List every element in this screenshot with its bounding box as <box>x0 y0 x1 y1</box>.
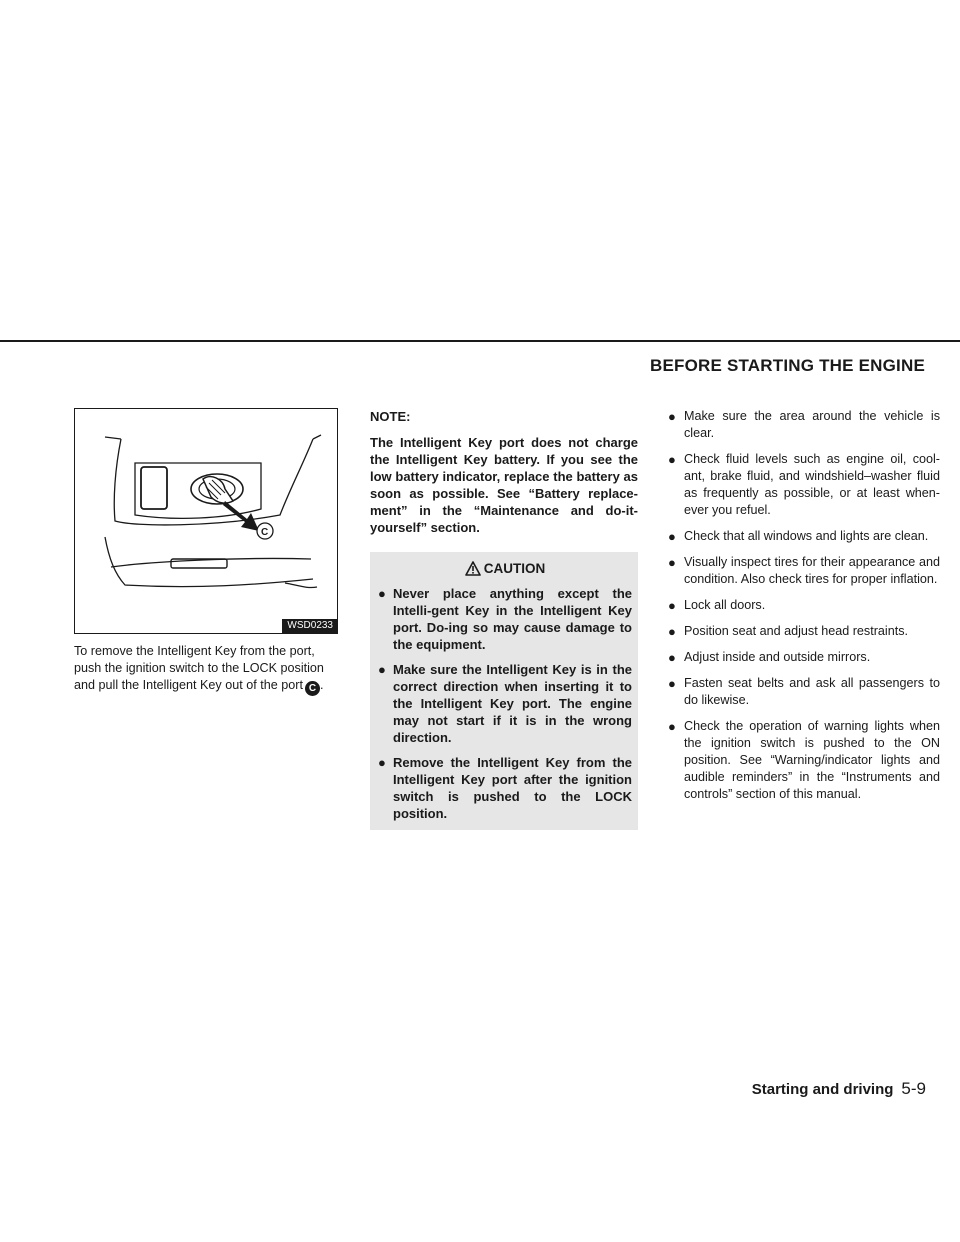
checklist-item: ● Check the operation of warning lights when the ignition switch is pushed to the ON position. See “Warning/indicator lights and audible reminders” in the “Instruments and controls” section of this manual. <box>668 719 940 801</box>
caution-item: ● Never place anything except the Intelli-gent Key in the Intelligent Key port. Do-ing so may cause damage to the equipment. <box>378 586 632 652</box>
caution-box <box>370 552 638 830</box>
bullet-icon: ● <box>378 662 386 677</box>
checklist-item: ● Lock all doors. <box>668 598 766 613</box>
section-title: BEFORE STARTING THE ENGINE <box>649 356 925 375</box>
bullet-icon: ● <box>668 650 676 665</box>
checklist-item: ● Check fluid levels such as engine oil, cool-ant, brake fluid, and windshield–washer fluid as frequently as possible, or at least when-ever you refuel. <box>668 452 940 517</box>
checklist-item: ● Visually inspect tires for their appearance and condition. Also check tires for proper inflation. <box>668 555 940 586</box>
bullet-icon: ● <box>378 586 386 601</box>
note-label: NOTE: <box>370 409 411 424</box>
intelligent-key-port-icon <box>75 409 339 635</box>
section-header <box>0 340 960 374</box>
bullet-icon: ● <box>378 755 386 770</box>
checklist-item: ● Adjust inside and outside mirrors. <box>668 650 871 665</box>
figure-code: WSD0233 <box>282 619 337 633</box>
warning-triangle-icon <box>465 561 481 576</box>
page-number: 5-9 <box>901 1079 926 1098</box>
bullet-icon: ● <box>668 624 676 639</box>
column-left <box>74 408 338 696</box>
column-middle <box>370 408 638 830</box>
remove-key-paragraph: To remove the Intelligent Key from the port, push the ignition switch to the LOCK position and pull the Intelligent Key out of the port C . <box>74 644 324 694</box>
checklist-item: ● Make sure the area around the vehicle is clear. <box>668 409 940 440</box>
checklist-item: ● Check that all windows and lights are clean. <box>668 529 929 544</box>
bullet-icon: ● <box>668 719 676 734</box>
caution-item: ● Remove the Intelligent Key from the Intelligent Key port after the ignition switch is pushed to the LOCK position. <box>378 755 632 821</box>
illustration-figure <box>74 408 338 634</box>
bullet-icon: ● <box>668 555 676 570</box>
footer-section-name: Starting and driving <box>751 1081 894 1098</box>
page-footer <box>752 1079 926 1099</box>
callout-label: C <box>261 527 269 538</box>
checklist-item: ● Position seat and adjust head restraints. <box>668 624 909 639</box>
caution-item: ● Make sure the Intelligent Key is in the correct direction when inserting it to the Intelligent Key port. The engine may not start if it is in the wrong direction. <box>378 662 632 745</box>
column-right <box>668 408 940 812</box>
bullet-icon: ● <box>668 409 676 424</box>
caution-title: CAUTION <box>378 560 632 577</box>
note-body: The Intelligent Key port does not charge the Intelligent Key battery. If you see the low battery indicator, replace the battery as soon as possible. See “Battery replace-ment” in the “Maintenance and do-it-yourself” section. <box>370 435 638 535</box>
bullet-icon: ● <box>668 676 676 691</box>
callout-c-icon: C <box>305 681 320 696</box>
bullet-icon: ● <box>668 529 676 544</box>
bullet-icon: ● <box>668 452 676 467</box>
bullet-icon: ● <box>668 598 676 613</box>
checklist-item: ● Fasten seat belts and ask all passengers to do likewise. <box>668 676 940 707</box>
